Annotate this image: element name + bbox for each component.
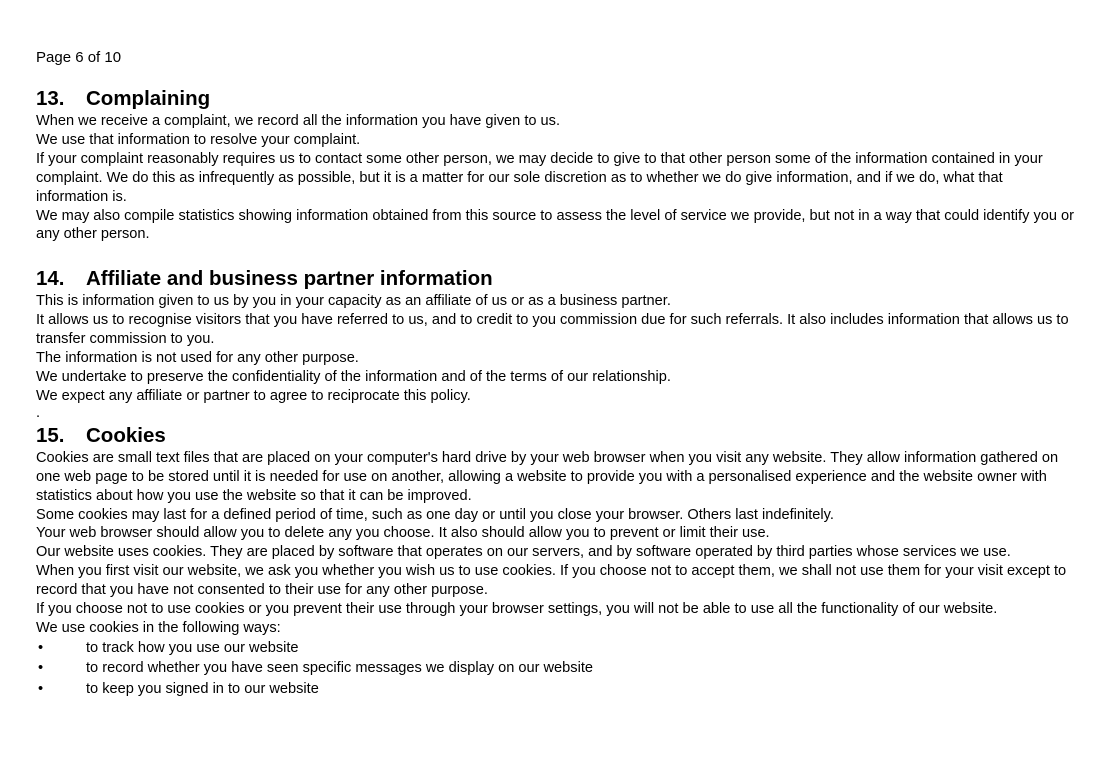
list-item-text: to keep you signed in to our website [86,680,319,697]
paragraph: This is information given to us by you in your capacity as an affiliate of us or as a business partner. [36,293,671,310]
paragraph: We use cookies in the following ways: [36,619,281,636]
paragraph: Some cookies may last for a defined period of time, such as one day or until you close your browser. Others last indefinitely. [36,506,834,523]
bullet-icon: • [38,639,44,656]
stray-period: . [36,404,41,421]
paragraph: Our website uses cookies. They are placed by software that operates on our servers, and by software operated by third parties whose services we use. [36,544,1011,561]
list-item-text: to track how you use our website [86,639,299,656]
paragraph: We may also compile statistics showing information obtained from this source to assess the level of service we provide, but not in a way that could identify you or any other person. [36,207,1075,243]
bullet-icon: • [38,660,44,677]
list-item [36,658,1076,678]
section-cookies [36,423,1076,699]
list-item [36,679,1076,699]
section-title: Cookies [86,423,166,447]
paragraph: If you choose not to use cookies or you prevent their use through your browser settings, you will not be able to use all the functionality of our website. [36,601,998,618]
section-heading [36,266,1076,292]
list-item-text: to record whether you have seen specific messages we display on our website [86,660,593,677]
section-number: 15. [36,423,65,447]
page-number: Page 6 of 10 [36,49,122,66]
section-complaining [36,86,1076,244]
paragraph: We expect any affiliate or partner to agree to reciprocate this policy. [36,387,471,404]
section-title: Affiliate and business partner information [86,267,493,291]
section-number: 13. [36,87,65,110]
paragraph: Cookies are small text files that are placed on your computer's hard drive by your web browser when you visit any website. They allow information gathered on one web page to be stored until it is needed for use on another, allowing a website to provide you with a personalised experience and the website owner with statistics about how you use the website so that it can be improved. [36,449,1059,504]
section-affiliate-info [36,266,1076,419]
section-title: Complaining [86,87,211,110]
section-heading [36,86,1076,112]
list-item [36,638,1076,658]
document-body [36,86,1076,699]
paragraph: If your complaint reasonably requires us to contact some other person, we may decide to give to that other person some of the information contained in your complaint. We do this as infrequently as possible, but it is a matter for our sole discretion as to whether we do give information, and if we do, what that information is. [36,150,1043,205]
bullet-icon: • [38,680,44,697]
paragraph: We undertake to preserve the confidentiality of the information and of the terms of our relationship. [36,368,671,385]
section-number: 14. [36,267,65,291]
paragraph: When we receive a complaint, we record all the information you have given to us. [36,113,561,129]
paragraph: Your web browser should allow you to delete any you choose. It also should allow you to prevent or limit their use. [36,525,770,542]
paragraph: We use that information to resolve your complaint. [36,131,361,148]
paragraph: When you first visit our website, we ask you whether you wish us to use cookies. If you choose not to accept them, we shall not use them for your visit except to record that you have not consented to their use for any other purpose. [36,563,1067,599]
paragraph: It allows us to recognise visitors that you have referred to us, and to credit to you commission due for such referrals. It also includes information that allows us to transfer commission to you. [36,312,1069,348]
section-heading [36,423,1076,449]
cookie-uses-list [36,638,1076,699]
paragraph: The information is not used for any other purpose. [36,350,359,367]
